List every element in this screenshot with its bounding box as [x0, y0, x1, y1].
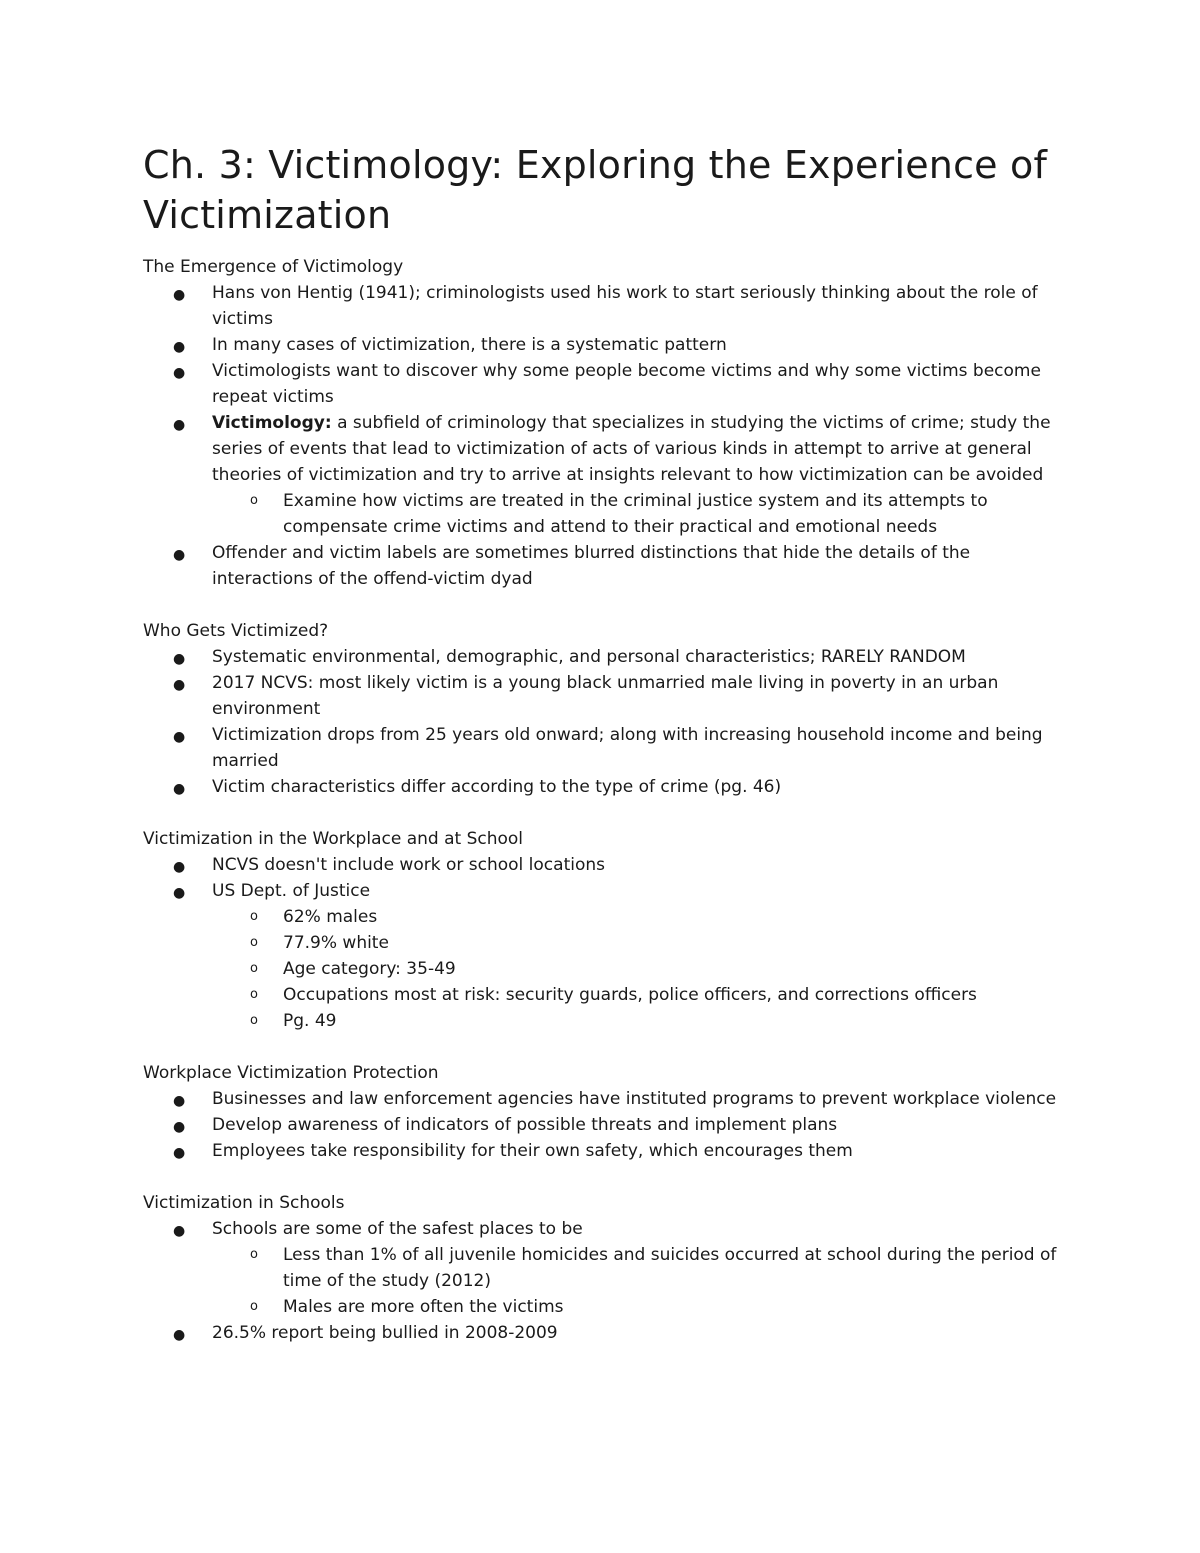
- list-item: [143, 774, 1063, 800]
- list-item-text: Victimologists want to discover why some people become victims and why some victims become repeat victims: [212, 361, 1041, 407]
- sub-list-item: [212, 956, 1063, 982]
- list-item-text: 26.5% report being bullied in 2008-2009: [212, 1323, 558, 1343]
- section: [143, 1190, 1063, 1346]
- list-item: [143, 540, 1063, 592]
- sub-list-item: [212, 982, 1063, 1008]
- bullet-list: [143, 280, 1063, 592]
- sub-list-item-text: Age category: 35-49: [283, 959, 456, 979]
- bullet-icon: ●: [173, 859, 186, 875]
- sub-list-item-text: Males are more often the victims: [283, 1297, 564, 1317]
- page-title: Ch. 3: Victimology: Exploring the Experience of Victimization: [143, 143, 1048, 237]
- sub-bullet-list: [212, 1242, 1063, 1320]
- sub-list-item: [212, 930, 1063, 956]
- bullet-icon: ●: [173, 729, 186, 745]
- section: [143, 826, 1063, 1034]
- sub-list-item-text: 62% males: [283, 907, 378, 927]
- section-heading: Victimization in the Workplace and at School: [143, 829, 524, 849]
- list-item-text: a subfield of criminology that specializes in studying the victims of crime; study the series of events that lead to victimization of acts of various kinds in attempt to arrive at general theories of victimization and try to arrive at insights relevant to how victimization can be avoided: [212, 413, 1051, 485]
- bullet-icon: ●: [173, 1327, 186, 1343]
- list-item: [143, 1320, 1063, 1346]
- list-item-text: In many cases of victimization, there is a systematic pattern: [212, 335, 727, 355]
- bullet-icon: ●: [173, 287, 186, 303]
- list-item-text: Systematic environmental, demographic, and personal characteristics; RARELY RANDOM: [212, 647, 966, 667]
- bullet-icon: ●: [173, 677, 186, 693]
- bullet-icon: ●: [173, 339, 186, 355]
- list-item: [143, 280, 1063, 332]
- section-heading: Who Gets Victimized?: [143, 621, 329, 641]
- list-item: [143, 1086, 1063, 1112]
- bullet-icon: ●: [173, 1145, 186, 1161]
- sub-bullet-list: [212, 904, 1063, 1034]
- list-item-text: Hans von Hentig (1941); criminologists used his work to start seriously thinking about the role of victims: [212, 283, 1038, 329]
- bullet-icon: ●: [173, 547, 186, 563]
- sub-bullet-list: [212, 488, 1063, 540]
- bullet-icon: ●: [173, 365, 186, 381]
- list-item: [143, 670, 1063, 722]
- section-heading: The Emergence of Victimology: [143, 257, 404, 277]
- section-heading: Victimization in Schools: [143, 1193, 345, 1213]
- bullet-list: [143, 1086, 1063, 1164]
- sub-list-item: [212, 1294, 1063, 1320]
- circle-bullet-icon: o: [250, 961, 258, 976]
- sub-list-item-text: 77.9% white: [283, 933, 389, 953]
- list-item-text: 2017 NCVS: most likely victim is a young black unmarried male living in poverty in an urban environment: [212, 673, 999, 719]
- list-item: [143, 878, 1063, 1034]
- bullet-icon: ●: [173, 1119, 186, 1135]
- circle-bullet-icon: o: [250, 1247, 258, 1262]
- sub-list-item-text: Pg. 49: [283, 1011, 337, 1031]
- term-label: Victimology:: [212, 413, 332, 433]
- list-item-text: US Dept. of Justice: [212, 881, 371, 901]
- list-item-text: Businesses and law enforcement agencies have instituted programs to prevent workplace violence: [212, 1089, 1057, 1109]
- sub-list-item-text: Less than 1% of all juvenile homicides and suicides occurred at school during the period of time of the study (2012): [283, 1245, 1057, 1291]
- sections-container: [143, 254, 1063, 1346]
- list-item: [143, 358, 1063, 410]
- bullet-icon: ●: [173, 885, 186, 901]
- sub-list-item: [212, 1008, 1063, 1034]
- sub-list-item: [212, 904, 1063, 930]
- section: [143, 1060, 1063, 1164]
- sub-list-item: [212, 488, 1063, 540]
- sub-list-item-text: Examine how victims are treated in the criminal justice system and its attempts to compensate crime victims and attend to their practical and emotional needs: [283, 491, 988, 537]
- list-item: [143, 1112, 1063, 1138]
- circle-bullet-icon: o: [250, 987, 258, 1002]
- bullet-icon: ●: [173, 651, 186, 667]
- list-item: [143, 644, 1063, 670]
- sub-list-item: [212, 1242, 1063, 1294]
- circle-bullet-icon: o: [250, 1013, 258, 1028]
- list-item: [143, 852, 1063, 878]
- list-item-text: Offender and victim labels are sometimes blurred distinctions that hide the details of the interactions of the offend-victim dyad: [212, 543, 971, 589]
- list-item-text: NCVS doesn't include work or school locations: [212, 855, 605, 875]
- list-item: [143, 1216, 1063, 1320]
- sub-list-item-text: Occupations most at risk: security guards, police officers, and corrections officers: [283, 985, 977, 1005]
- list-item-text: Victim characteristics differ according to the type of crime (pg. 46): [212, 777, 782, 797]
- bullet-list: [143, 644, 1063, 800]
- list-item-text: Schools are some of the safest places to be: [212, 1219, 583, 1239]
- bullet-icon: ●: [173, 417, 186, 433]
- bullet-icon: ●: [173, 781, 186, 797]
- bullet-icon: ●: [173, 1093, 186, 1109]
- section: [143, 254, 1063, 592]
- circle-bullet-icon: o: [250, 1299, 258, 1314]
- bullet-icon: ●: [173, 1223, 186, 1239]
- circle-bullet-icon: o: [250, 935, 258, 950]
- circle-bullet-icon: o: [250, 909, 258, 924]
- bullet-list: [143, 852, 1063, 1034]
- circle-bullet-icon: o: [250, 493, 258, 508]
- list-item-text: Employees take responsibility for their own safety, which encourages them: [212, 1141, 853, 1161]
- list-item: [143, 1138, 1063, 1164]
- bullet-list: [143, 1216, 1063, 1346]
- list-item: [143, 410, 1063, 540]
- list-item-text: Victimization drops from 25 years old onward; along with increasing household income and being married: [212, 725, 1043, 771]
- section-heading: Workplace Victimization Protection: [143, 1063, 439, 1083]
- list-item: [143, 722, 1063, 774]
- document-page: [143, 140, 1063, 1372]
- list-item: [143, 332, 1063, 358]
- list-item-text: Develop awareness of indicators of possible threats and implement plans: [212, 1115, 838, 1135]
- section: [143, 618, 1063, 800]
